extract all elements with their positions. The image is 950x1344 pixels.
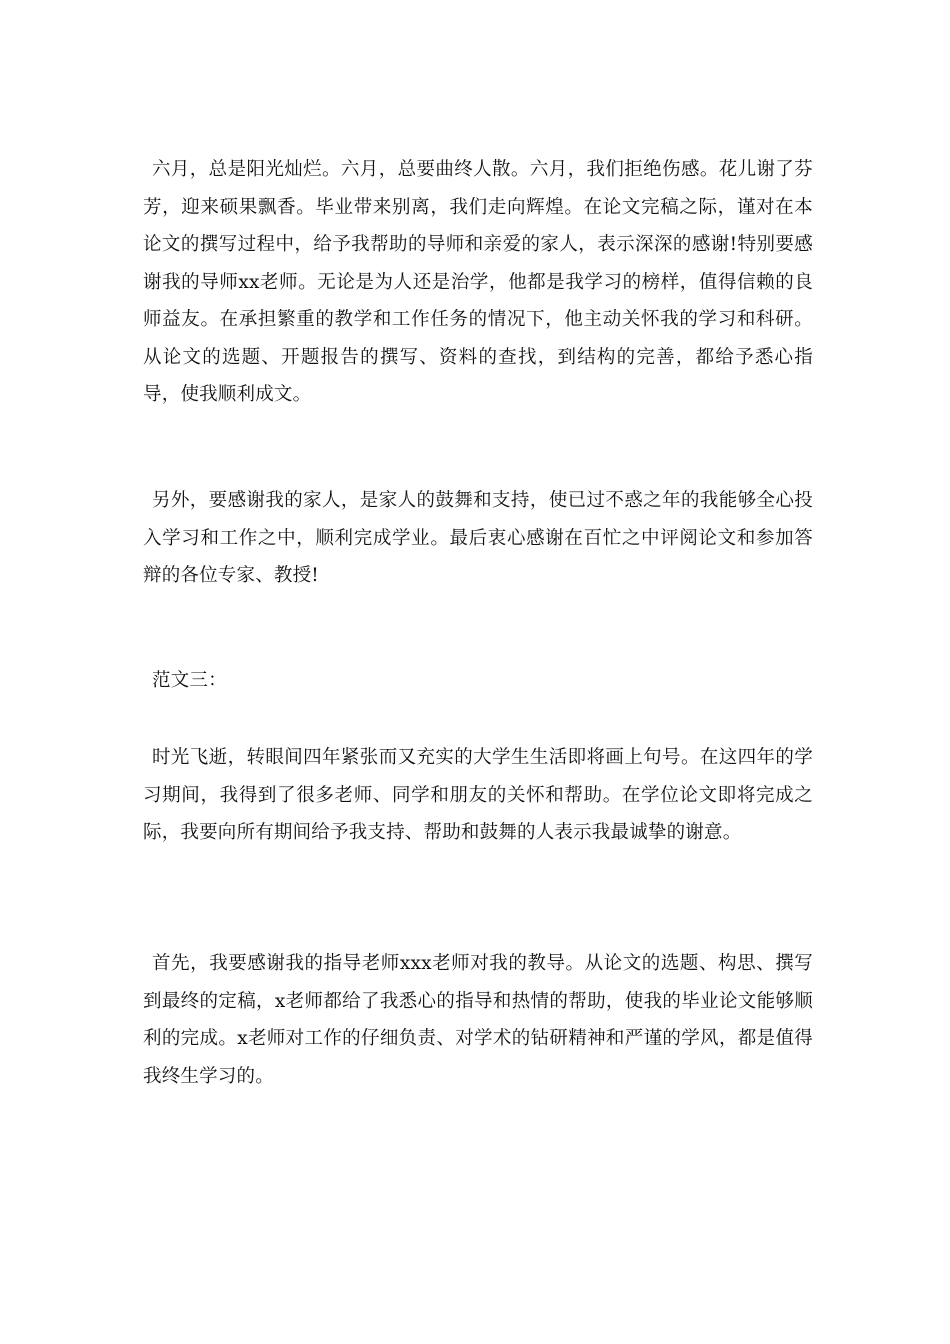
paragraph-thanks-advisor: 首先，我要感谢我的指导老师xxx老师对我的教导。从论文的选题、构思、撰写到最终的定稿，x老师都给了我悉心的指导和热情的帮助，使我的毕业论文能够顺利的完成。x老师对工作的仔细负责、对学术的钻研精神和严谨的学风，都是值得我终生学习的。 — [143, 953, 813, 1087]
paragraph-four-years: 时光飞逝，转眼间四年紧张而又充实的大学生生活即将画上句号。在这四年的学习期间，我得到了很多老师、同学和朋友的关怀和帮助。在学位论文即将完成之际，我要向所有期间给予我支持、帮助和鼓舞的人表示我最诚挚的谢意。 — [143, 747, 813, 843]
paragraph-acknowledgement-june: 六月，总是阳光灿烂。六月，总要曲终人散。六月，我们拒绝伤感。花儿谢了芬芳，迎来硕果飘香。毕业带来别离，我们走向辉煌。在论文完稿之际，谨对在本论文的撰写过程中，给予我帮助的导师和亲爱的家人，表示深深的感谢!特别要感谢我的导师xx老师。无论是为人还是治学，他都是我学习的榜样，值得信赖的良师益友。在承担繁重的教学和工作任务的情况下，他主动关怀我的学习和科研。从论文的选题、开题报告的撰写、资料的查找，到结构的完善，都给予悉心指导，使我顺利成文。 — [143, 159, 813, 405]
paragraph-thanks-family: 另外，要感谢我的家人，是家人的鼓舞和支持，使已过不惑之年的我能够全心投入学习和工作之中，顺利完成学业。最后衷心感谢在百忙之中评阅论文和参加答辩的各位专家、教授! — [143, 490, 813, 586]
section-heading-sample-three: 范文三： — [152, 670, 227, 691]
